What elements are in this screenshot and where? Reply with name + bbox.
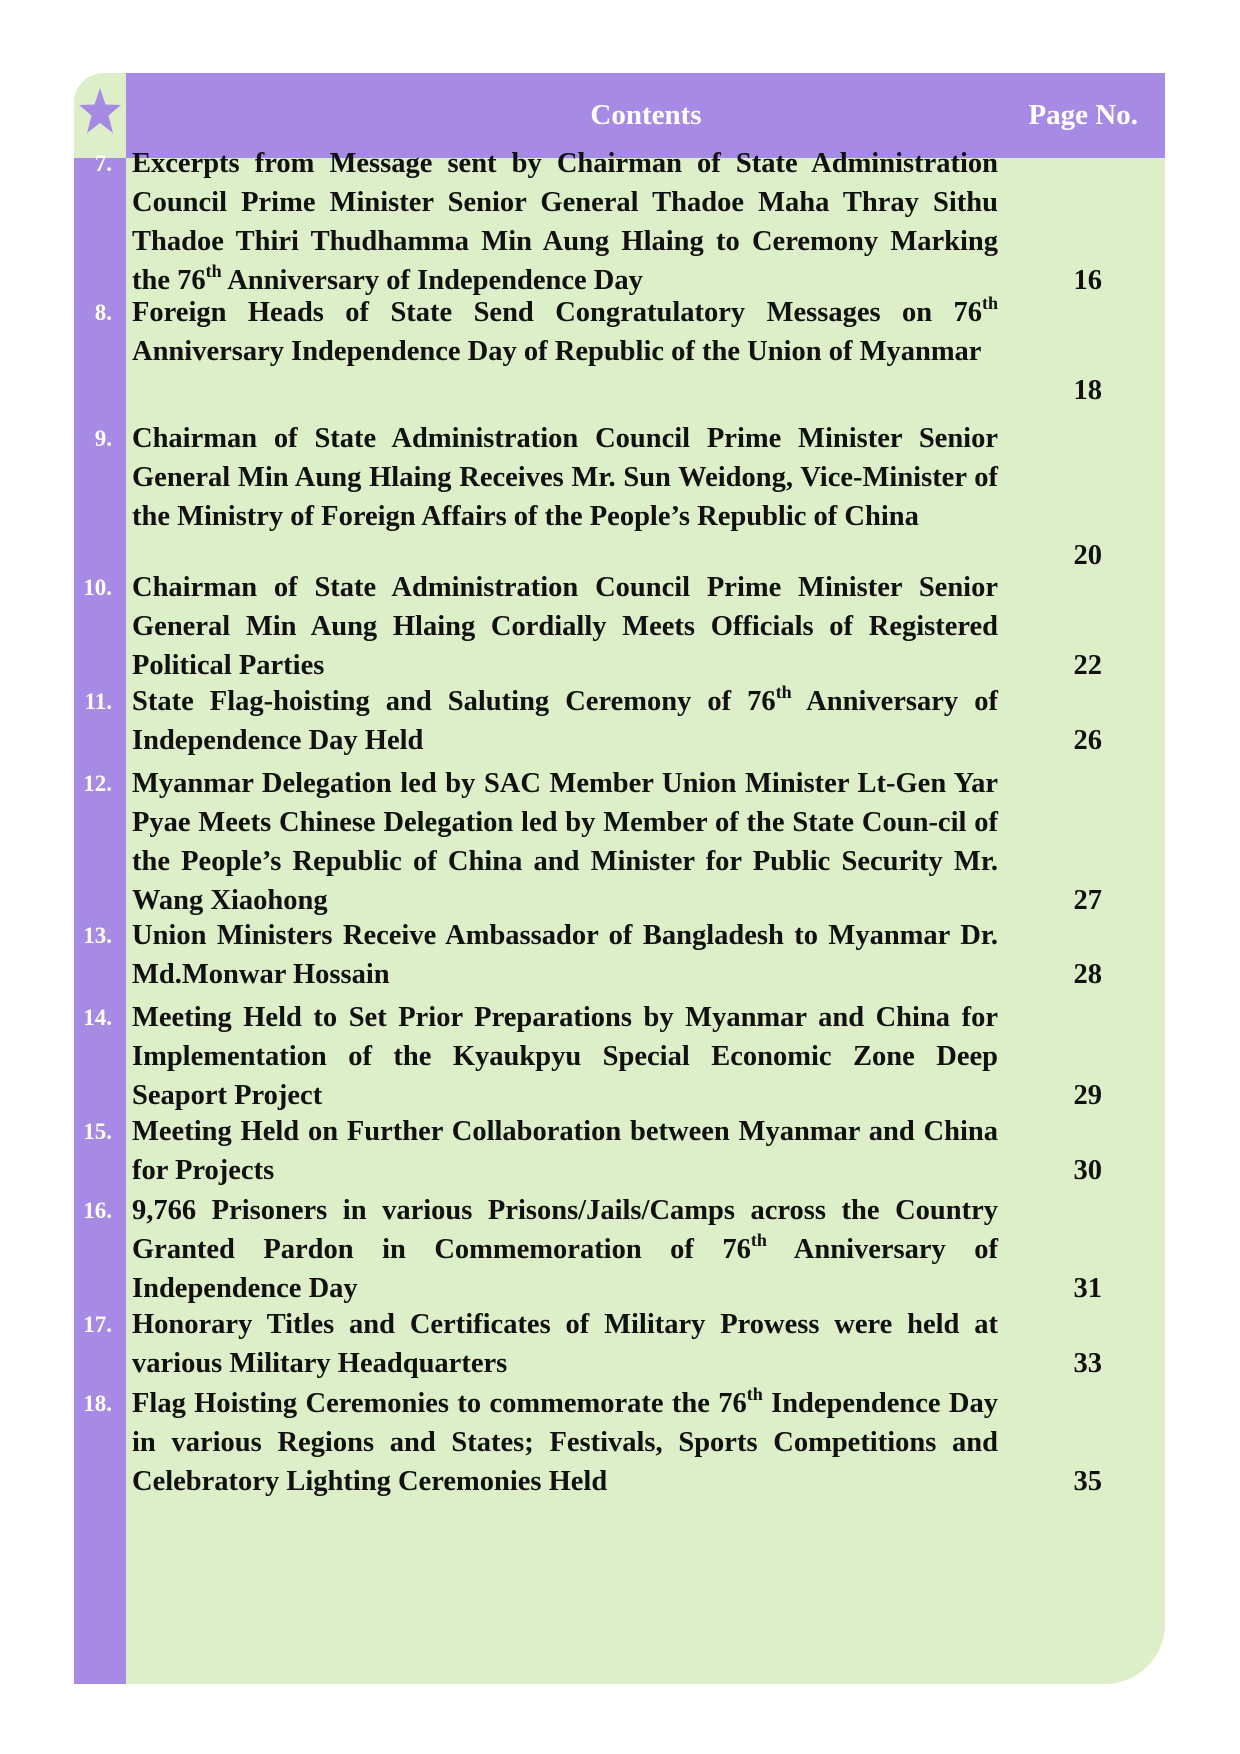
toc-entry[interactable] <box>74 1384 1165 1501</box>
ordinal-suffix: th <box>775 681 792 702</box>
entry-title: Honorary Titles and Certificates of Military Prowess were held at various Military Headquarters <box>132 1309 998 1379</box>
contents-title: Contents <box>590 99 702 131</box>
entry-title: Excerpts from Message sent by Chairman of State Administration Council Prime Minister Senior General Thadoe Maha Thray Sithu Thadoe Thiri Thudhamma Min Aung Hlaing to Ceremony Marking the 76th Anniversary of Independence Day <box>132 148 998 296</box>
entry-page-number: 22 <box>1073 650 1102 681</box>
entry-title: Meeting Held on Further Collaboration between Myanmar and China for Projects <box>132 1116 998 1186</box>
toc-entry[interactable] <box>74 682 1165 760</box>
entry-number: 7. <box>94 151 112 176</box>
entry-page-number: 35 <box>1073 1466 1102 1497</box>
toc-entry[interactable] <box>74 293 1165 410</box>
entry-number: 11. <box>84 689 112 714</box>
entry-page-number: 20 <box>1073 540 1102 571</box>
entry-title: 9,766 Prisoners in various Prisons/Jails/Camps across the Country Granted Pardon in Commemoration of 76th Anniversary of Independence Day <box>132 1195 998 1304</box>
entry-title: Union Ministers Receive Ambassador of Bangladesh to Myanmar Dr. Md.Monwar Hossain <box>132 920 998 990</box>
entry-page-number: 18 <box>1073 375 1102 406</box>
ordinal-suffix: th <box>746 1383 763 1404</box>
entry-title: Myanmar Delegation led by SAC Member Union Minister Lt-Gen Yar Pyae Meets Chinese Delegation led by Member of the State Coun-cil of the People’s Republic of China and Minister for Public Security Mr. Wang Xiaohong <box>132 768 998 916</box>
entry-page-number: 29 <box>1073 1080 1102 1111</box>
toc-entry[interactable] <box>74 998 1165 1115</box>
entry-number: 16. <box>83 1198 112 1223</box>
entry-page-number: 31 <box>1073 1273 1102 1304</box>
toc-entry[interactable] <box>74 916 1165 994</box>
entry-page-number: 27 <box>1073 885 1102 916</box>
entry-title: Meeting Held to Set Prior Preparations by Myanmar and China for Implementation of the Kyaukpyu Special Economic Zone Deep Seaport Project <box>132 1002 998 1111</box>
ordinal-suffix: th <box>981 292 998 313</box>
entry-number: 18. <box>83 1391 112 1416</box>
toc-entry[interactable] <box>74 419 1165 575</box>
entry-page-number: 30 <box>1073 1155 1102 1186</box>
toc-entry[interactable] <box>74 568 1165 685</box>
entry-title: Foreign Heads of State Send Congratulatory Messages on 76th Anniversary Independence Day of Republic of the Union of Myanmar <box>132 292 998 367</box>
entry-title: Chairman of State Administration Council Prime Minister Senior General Min Aung Hlaing Cordially Meets Officials of Registered Political Parties <box>132 572 998 681</box>
entry-number: 10. <box>83 575 112 600</box>
entry-number: 14. <box>83 1005 112 1030</box>
entry-number: 9. <box>94 426 112 451</box>
entry-page-number: 16 <box>1073 265 1102 296</box>
ordinal-suffix: th <box>205 260 222 281</box>
entry-page-number: 33 <box>1073 1348 1102 1379</box>
entry-number: 12. <box>83 771 112 796</box>
entry-number: 13. <box>83 923 112 948</box>
contents-panel <box>74 73 1165 1684</box>
ordinal-suffix: th <box>750 1229 767 1250</box>
entry-title: Flag Hoisting Ceremonies to commemorate the 76th Independence Day in various Regions and States; Festivals, Sports Competitions and Celebratory Lighting Ceremonies Held <box>132 1383 998 1497</box>
entry-number: 8. <box>94 300 112 325</box>
toc-entry[interactable] <box>74 1191 1165 1308</box>
entry-number: 17. <box>83 1312 112 1337</box>
toc-entry[interactable] <box>74 144 1165 300</box>
entry-page-number: 28 <box>1073 959 1102 990</box>
star-icon <box>78 86 122 138</box>
entry-title: State Flag-hoisting and Saluting Ceremony of 76th Anniversary of Independence Day Held <box>132 681 998 756</box>
toc-entry[interactable] <box>74 1305 1165 1383</box>
toc-entry[interactable] <box>74 1112 1165 1190</box>
page-number-label: Page No. <box>1028 99 1138 131</box>
entry-title: Chairman of State Administration Council Prime Minister Senior General Min Aung Hlaing Receives Mr. Sun Weidong, Vice-Minister of the Ministry of Foreign Affairs of the People’s Republic of China <box>132 423 998 532</box>
entry-page-number: 26 <box>1073 725 1102 756</box>
toc-entry[interactable] <box>74 764 1165 920</box>
entry-number: 15. <box>83 1119 112 1144</box>
